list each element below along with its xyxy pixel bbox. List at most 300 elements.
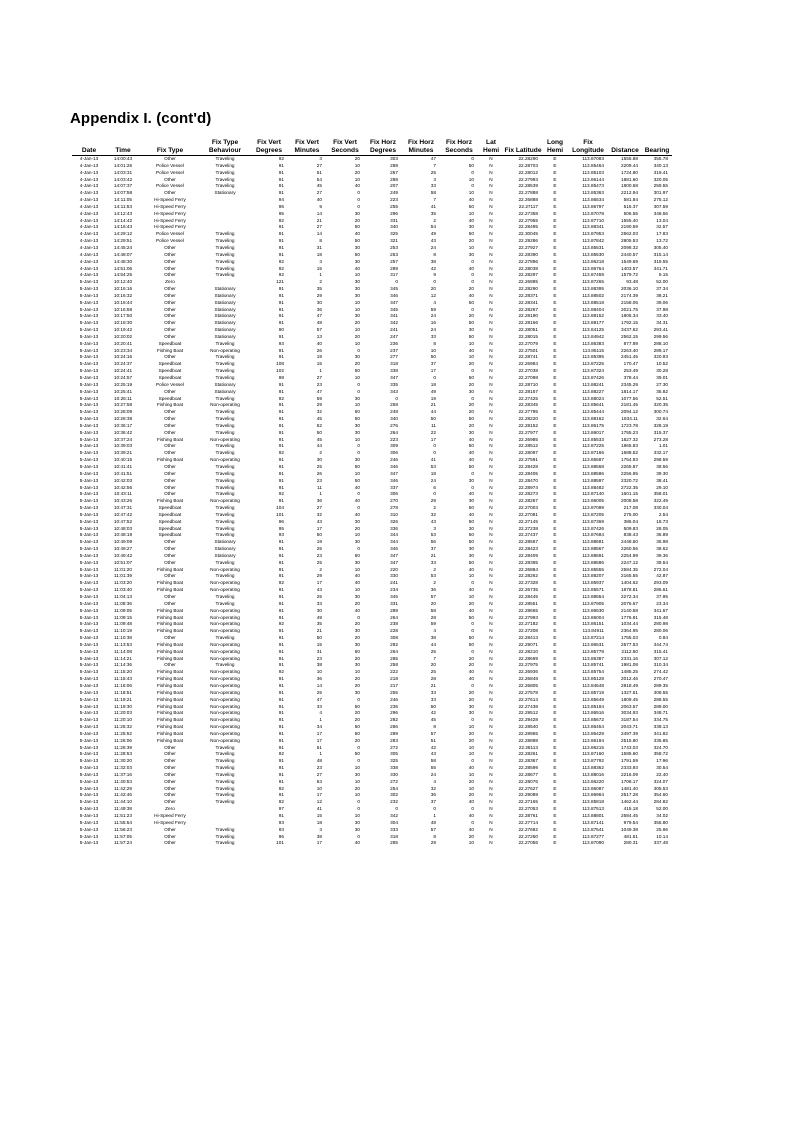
table-cell: Other (164, 771, 176, 777)
table-cell: 91 (278, 655, 284, 661)
table-cell: 113.87324 (582, 368, 604, 374)
table-cell: E (553, 416, 557, 422)
table-cell: 113.87792 (582, 758, 604, 764)
table-cell: 5-Jan-13 (79, 614, 99, 620)
table-cell: 340 (390, 224, 398, 230)
table-cell: 53 (316, 778, 322, 784)
table-cell: 7 (433, 162, 436, 168)
table-cell: 11:19:30 (114, 703, 132, 709)
table-row (72, 532, 672, 539)
column-header: Long Hemi (542, 135, 568, 156)
table-cell: 2263.40 (621, 347, 638, 353)
table-cell: N (489, 409, 493, 415)
table-cell: Non-operating (210, 436, 240, 442)
table-cell: 20 (354, 156, 360, 161)
table-cell: Fishing Boat (156, 703, 184, 709)
table-cell: 326 (390, 518, 398, 524)
table-cell: 43 (430, 238, 436, 244)
table-row (72, 498, 672, 505)
column-header: Fix Longitude (568, 135, 608, 156)
table-cell: Non-operating (210, 710, 240, 716)
table-cell: Stationary (214, 333, 236, 339)
table-cell: 19 (430, 395, 436, 401)
table-cell: 1805.34 (621, 313, 638, 319)
table-cell: 14:07:58 (113, 190, 133, 196)
table-cell: 2260.56 (621, 546, 638, 552)
table-cell: 4-Jan-13 (79, 224, 99, 230)
table-cell: 2448.50 (621, 539, 638, 545)
table-cell: 1 (319, 751, 322, 757)
table-cell: 37.98 (656, 306, 668, 312)
table-cell: 22.28741 (518, 354, 538, 360)
table-cell: 20 (468, 696, 474, 702)
table-cell: 30 (468, 703, 474, 709)
table-cell: 0 (433, 279, 436, 285)
table-cell: N (489, 265, 493, 271)
table-row (72, 204, 672, 211)
table-cell: N (489, 320, 493, 326)
table-cell: 121 (276, 279, 284, 285)
table-cell: 113.87090 (582, 840, 604, 846)
column-header: Fix Vert Minutes (288, 135, 326, 156)
table-cell: Other (164, 306, 176, 312)
table-cell: 293.41 (653, 327, 668, 333)
table-cell: N (489, 696, 493, 702)
table-row (72, 567, 672, 574)
table-cell: 91 (278, 388, 284, 394)
table-cell: 91 (278, 607, 284, 613)
table-cell: 40 (468, 511, 474, 517)
table-cell: 22.26936 (518, 669, 538, 675)
table-cell: 37.34 (656, 286, 668, 292)
table-cell: 32 (316, 511, 322, 517)
table-cell: Non-operating (210, 724, 240, 730)
table-cell: 55 (430, 765, 436, 771)
table-cell: 315.48 (653, 614, 668, 620)
table-row (72, 642, 672, 649)
table-cell: 2254.99 (621, 552, 638, 558)
table-cell: 39.36 (656, 552, 668, 558)
table-row (72, 738, 672, 745)
table-cell: 10 (354, 327, 360, 333)
table-cell: E (553, 340, 557, 346)
table-cell: 113.86516 (582, 710, 604, 716)
table-cell: 11:30:20 (114, 758, 132, 764)
table-cell: 5-Jan-13 (79, 744, 99, 750)
table-cell: 17.96 (656, 758, 668, 764)
table-cell: Traveling (215, 600, 235, 606)
table-cell: 345 (390, 306, 398, 312)
table-cell: N (489, 505, 493, 511)
table-cell: 22.28390 (518, 251, 538, 257)
table-cell: 5-Jan-13 (79, 689, 99, 695)
table-cell: 45 (316, 436, 322, 442)
table-cell: Other (164, 833, 176, 839)
table-cell: 5-Jan-13 (79, 710, 99, 716)
table-cell: 113.88016 (582, 771, 604, 777)
table-cell: N (489, 244, 493, 250)
table-cell: E (553, 190, 557, 196)
table-cell: 11 (317, 484, 322, 490)
table-cell: E (553, 484, 557, 490)
table-cell: Traveling (215, 758, 235, 764)
table-cell: Fishing Boat (156, 457, 184, 463)
table-cell: 14:45:24 (113, 244, 133, 250)
table-cell: 2008.58 (621, 498, 638, 504)
table-cell: 5-Jan-13 (79, 607, 99, 613)
table-cell: Fishing Boat (156, 566, 184, 572)
table-cell: 340 (390, 416, 398, 422)
table-cell: 34 (316, 724, 322, 730)
table-cell: 5-Jan-13 (79, 347, 99, 353)
table-cell: 90 (278, 327, 284, 333)
table-cell: 43 (430, 751, 436, 757)
table-cell: E (553, 347, 557, 353)
table-cell: 7 (433, 197, 436, 203)
table-cell: 283 (390, 737, 398, 743)
table-cell: 342 (390, 813, 398, 818)
table-cell: 27 (316, 505, 322, 511)
table-cell: 91 (278, 682, 284, 688)
table-cell: 10 (354, 436, 360, 442)
table-cell: 113.88591 (582, 552, 604, 558)
table-cell: E (553, 744, 557, 750)
table-cell: 2247.12 (621, 559, 638, 565)
table-cell: 1754.93 (621, 457, 638, 463)
table-cell: 113.87513 (582, 806, 604, 812)
table-row (72, 478, 672, 485)
table-cell: 5-Jan-13 (79, 833, 99, 839)
table-cell: N (489, 648, 493, 654)
table-cell: 92 (278, 156, 284, 161)
table-cell: 8 (433, 833, 436, 839)
table-cell: Speedboat (158, 511, 182, 517)
table-cell: Other (164, 450, 176, 456)
table-cell: 40 (468, 265, 474, 271)
table-cell: 10:12:40 (113, 279, 133, 285)
table-cell: 30 (354, 258, 360, 264)
table-cell: N (489, 758, 493, 764)
table-cell: 22.28267 (518, 306, 538, 312)
table-cell: 91 (278, 443, 284, 449)
table-cell: 11:56:23 (114, 826, 132, 832)
table-cell: 20 (468, 600, 474, 606)
table-cell: 18 (316, 819, 322, 825)
table-cell: 11:01:20 (114, 566, 132, 572)
table-cell: 50 (354, 730, 360, 736)
table-cell: 37 (430, 546, 436, 552)
table-cell: 19 (316, 539, 322, 545)
table-row (72, 416, 672, 423)
table-cell: Traveling (215, 162, 235, 168)
table-cell: 22.27627 (518, 785, 538, 791)
table-cell: E (553, 819, 557, 825)
table-cell: 91 (278, 477, 284, 483)
table-cell: E (553, 799, 557, 805)
table-row (72, 628, 672, 635)
table-cell: 29.10 (656, 484, 668, 490)
table-cell: 113.86531 (582, 641, 604, 647)
table-cell: 113.85363 (582, 190, 604, 196)
table-cell: 288.55 (653, 696, 668, 702)
table-row (72, 368, 672, 375)
table-row (72, 669, 672, 676)
table-row (72, 656, 672, 663)
table-cell: 275.00 (623, 511, 638, 517)
table-cell: Traveling (215, 251, 235, 257)
table-cell: 2805.53 (621, 238, 638, 244)
table-cell: 91 (278, 710, 284, 716)
table-cell: 113.88502 (582, 292, 604, 298)
table-cell: E (553, 607, 557, 613)
table-cell: 20 (468, 361, 474, 367)
table-cell: 324.07 (653, 778, 668, 784)
table-cell: 289.17 (653, 347, 668, 353)
table-cell: 20 (354, 320, 360, 326)
table-cell: 113.86194 (582, 737, 604, 743)
table-cell: E (553, 813, 557, 818)
table-cell: E (553, 176, 557, 182)
table-cell: Traveling (215, 559, 235, 565)
page-title: Appendix I. (cont'd) (70, 110, 212, 127)
table-cell: Other (164, 333, 176, 339)
table-cell: 22.28699 (518, 655, 538, 661)
table-cell: 113.86144 (582, 176, 604, 182)
table-cell: N (489, 819, 493, 825)
table-cell: 10:25:19 (113, 381, 133, 387)
table-cell: 113.87953 (582, 231, 604, 237)
table-cell: 22.28157 (518, 388, 538, 394)
table-cell: 113.88024 (582, 395, 604, 401)
table-cell: Other (164, 409, 176, 415)
table-cell: 22.28409 (518, 552, 538, 558)
table-cell: 22.27079 (518, 340, 538, 346)
table-cell: 10 (354, 176, 360, 182)
table-cell: E (553, 539, 557, 545)
table-cell: Other (164, 354, 176, 360)
table-cell: 113.86218 (582, 258, 604, 264)
table-cell: 14:48:07 (113, 251, 133, 257)
table-cell: 50 (316, 635, 322, 641)
table-cell: Other (164, 463, 176, 469)
table-cell: 91 (278, 628, 284, 634)
table-cell: 22.28539 (518, 183, 538, 189)
table-cell: 2562.03 (621, 231, 638, 237)
column-header: Fix Type (140, 135, 200, 156)
table-cell: 33 (316, 703, 322, 709)
table-cell: 10:36:17 (113, 422, 133, 428)
table-cell (200, 820, 250, 827)
table-cell: N (489, 785, 493, 791)
table-cell: 2063.57 (621, 703, 638, 709)
table-row (72, 621, 672, 628)
table-cell: 11:26:39 (114, 744, 132, 750)
table-cell: 5-Jan-13 (79, 737, 99, 743)
table-cell: N (489, 347, 493, 353)
table-cell: 113.88152 (582, 313, 604, 319)
table-cell: 286 (390, 724, 398, 730)
table-cell: 325 (390, 231, 398, 237)
table-cell: E (553, 628, 557, 634)
table-cell: E (553, 395, 557, 401)
table-cell: 113.86429 (582, 730, 604, 736)
table-cell: 325 (390, 758, 398, 764)
table-cell: 5-Jan-13 (79, 641, 99, 647)
table-cell: N (489, 826, 493, 832)
table-cell: Police Vessel (156, 381, 184, 387)
table-cell: 273.28 (653, 436, 668, 442)
table-cell: 0 (471, 484, 474, 490)
table-cell: 91 (278, 717, 284, 723)
table-cell: 30 (354, 539, 360, 545)
table-row (72, 437, 672, 444)
table-cell: 2272.34 (621, 594, 638, 599)
table-header (72, 135, 672, 156)
table-cell: 22.26985 (518, 436, 538, 442)
table-cell: 20 (468, 313, 474, 319)
table-cell: N (489, 422, 493, 428)
table-cell: 19 (316, 354, 322, 360)
table-cell: 1791.59 (621, 758, 638, 764)
table-cell: 3034.93 (621, 710, 638, 716)
table-cell: 5-Jan-13 (79, 306, 99, 312)
table-cell: N (489, 340, 493, 346)
table-cell: Traveling (215, 443, 235, 449)
table-cell: 7 (433, 655, 436, 661)
table-cell: 40 (468, 669, 474, 675)
table-cell: 35 (430, 210, 436, 216)
table-cell: 307.12 (653, 655, 668, 661)
table-cell: 47 (316, 388, 322, 394)
table-cell: 14:54:25 (113, 272, 133, 278)
table-cell: 2112.50 (621, 648, 638, 654)
table-cell: 4 (319, 710, 322, 716)
table-cell: 40 (468, 587, 474, 593)
table-cell: 50 (468, 231, 474, 237)
table-cell: Traveling (215, 450, 235, 456)
table-cell: 92 (278, 669, 284, 675)
table-cell: 272 (390, 744, 398, 750)
table-row (72, 608, 672, 615)
table-cell: 11:20:10 (114, 717, 132, 723)
table-cell: 0 (357, 696, 360, 702)
table-cell: 234 (390, 587, 398, 593)
table-cell: 0 (357, 347, 360, 353)
table-cell: N (489, 197, 493, 203)
table-cell: 50 (430, 416, 436, 422)
table-cell: 10:47:52 (113, 518, 133, 524)
table-row (72, 430, 672, 437)
table-cell: 305.53 (653, 785, 668, 791)
table-cell: 14:12:43 (113, 210, 133, 216)
table-cell: 56 (430, 539, 436, 545)
table-cell: 22.27795 (518, 409, 538, 415)
table-cell: 1755.03 (621, 635, 638, 641)
table-cell: 11:01:39 (114, 573, 132, 579)
table-cell: 22.28540 (518, 724, 538, 730)
table-cell: 91 (278, 703, 284, 709)
table-cell: 40 (354, 484, 360, 490)
table-cell: N (489, 498, 493, 504)
table-cell: 91 (278, 176, 284, 182)
table-cell: N (489, 224, 493, 230)
table-cell: 0 (471, 395, 474, 401)
table-cell: 113.88554 (582, 594, 604, 599)
table-cell: 50 (468, 641, 474, 647)
table-cell: 1723.78 (621, 422, 638, 428)
table-cell: 4-Jan-13 (79, 169, 99, 175)
table-cell: 4-Jan-13 (79, 265, 99, 271)
table-cell: 10:24:41 (113, 368, 133, 374)
table-cell: Police Vessel (156, 169, 184, 175)
table-cell: 237 (390, 347, 398, 353)
table-cell: Police Vessel (156, 238, 184, 244)
table-cell: N (489, 840, 493, 846)
table-cell: Speedboat (158, 518, 182, 524)
table-cell: Other (164, 320, 176, 326)
table-cell: 257 (390, 258, 398, 264)
table-cell: 113.86797 (582, 203, 604, 209)
table-cell: 22.27578 (518, 689, 538, 695)
table-cell (200, 806, 250, 813)
table-cell: 5-Jan-13 (79, 703, 99, 709)
table-cell: 0.84 (658, 635, 668, 641)
table-cell: 0 (357, 388, 360, 394)
table-row (72, 526, 672, 533)
table-cell: N (489, 272, 493, 278)
table-cell: 40 (468, 197, 474, 203)
table-cell: 113.86220 (582, 778, 604, 784)
table-cell: 113.87541 (582, 826, 604, 832)
table-cell: E (553, 758, 557, 764)
table-cell: Traveling (215, 525, 235, 531)
table-cell: 335.85 (653, 737, 668, 743)
table-cell: 340.13 (653, 162, 668, 168)
table-cell: 22.27682 (518, 826, 538, 832)
table-cell: N (489, 306, 493, 312)
table-cell: 40 (354, 183, 360, 189)
table-cell: 28 (430, 614, 436, 620)
table-cell: Speedboat (158, 368, 182, 374)
table-cell: N (489, 689, 493, 695)
table-cell: Traveling (215, 422, 235, 428)
table-cell: 50 (354, 416, 360, 422)
table-cell: N (489, 333, 493, 339)
table-cell: 22.28113 (518, 744, 538, 750)
table-cell: 24 (430, 771, 436, 777)
table-cell: 40 (468, 607, 474, 613)
table-cell: 20 (468, 402, 474, 408)
table-cell: Fishing Boat (156, 580, 184, 586)
table-cell: 40 (354, 265, 360, 271)
table-cell: 11:57:05 (114, 833, 132, 839)
table-cell: E (553, 299, 557, 305)
table-cell: 341.82 (653, 730, 668, 736)
table-cell: E (553, 689, 557, 695)
table-cell: 285 (390, 840, 398, 846)
table-row (72, 546, 672, 553)
table-cell: N (489, 190, 493, 196)
table-cell: 2515.80 (621, 737, 638, 743)
table-cell: 36 (316, 306, 322, 312)
table-cell: 0 (357, 491, 360, 497)
table-cell: 22.27955 (518, 217, 538, 223)
table-cell: 38 (430, 258, 436, 264)
table-cell: 10:49:09 (113, 539, 133, 545)
table-cell: 5-Jan-13 (79, 457, 99, 463)
table-cell: 37.95 (656, 594, 668, 599)
table-cell: 0 (471, 279, 474, 285)
